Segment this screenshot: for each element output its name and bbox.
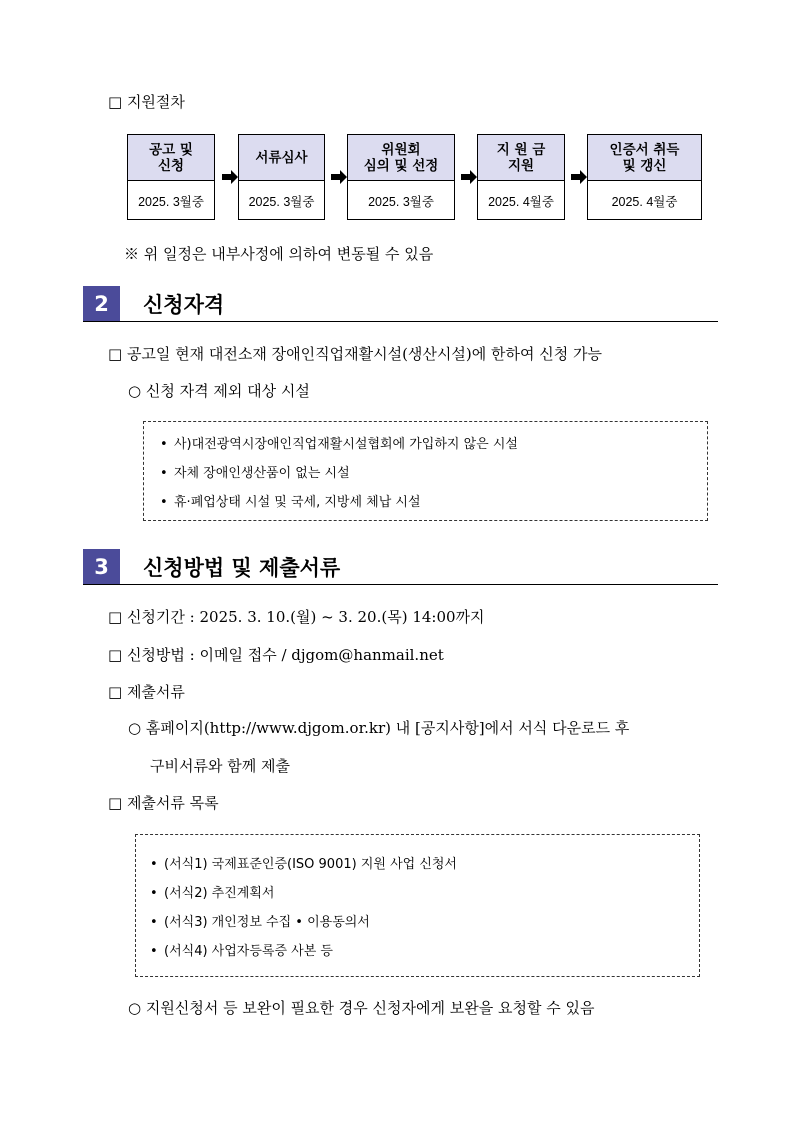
arrow-right-icon (222, 170, 238, 184)
application-period: □ 신청기간 : 2025. 3. 10.(월) ~ 3. 20.(목) 14:00까지 (108, 608, 485, 626)
flow-step-5-title: 인증서 취득 및 갱신 (588, 135, 701, 181)
documents-heading: □ 제출서류 (108, 683, 185, 701)
exclusion-item-2: • 자체 장애인생산품이 없는 시설 (160, 466, 350, 481)
schedule-note: ※ 위 일정은 내부사정에 의하여 변동될 수 있음 (124, 245, 434, 263)
arrow-right-icon (461, 170, 477, 184)
flow-step-2-title: 서류심사 (239, 135, 324, 181)
supplement-note: ○ 지원신청서 등 보완이 필요한 경우 신청자에게 보완을 요청할 수 있음 (128, 999, 595, 1017)
flow-step-2-date: 2025. 3월중 (248, 195, 315, 209)
section-3-title: 신청방법 및 제출서류 (143, 556, 341, 580)
flow-step-2 (238, 134, 325, 220)
section-3-number: 3 (83, 549, 120, 584)
eligibility-item: □ 공고일 현재 대전소재 장애인직업재활시설(생산시설)에 한하여 신청 가능 (108, 345, 602, 363)
flow-step-4 (477, 134, 565, 220)
flow-step-3-title: 위원회 심의 및 선정 (348, 135, 454, 181)
procedure-heading: □ 지원절차 (108, 93, 185, 111)
exclusion-item-3: • 휴·폐업상태 시설 및 국세, 지방세 체납 시설 (160, 495, 421, 510)
exclusion-heading: ○ 신청 자격 제외 대상 시설 (128, 382, 310, 400)
application-method: □ 신청방법 : 이메일 접수 / djgom@hanmail.net (108, 646, 444, 664)
flow-step-3-date: 2025. 3월중 (368, 195, 434, 209)
form-item-1: • (서식1) 국제표준인증(ISO 9001) 지원 사업 신청서 (150, 857, 457, 872)
flow-step-4-title: 지 원 금 지원 (478, 135, 564, 181)
section-2-rule (83, 321, 718, 322)
flow-step-5 (587, 134, 702, 220)
flow-step-1-title: 공고 및 신청 (128, 135, 214, 181)
flow-step-5-date: 2025. 4월중 (611, 195, 678, 209)
documents-instruction-line1: ○ 홈페이지(http://www.djgom.or.kr) 내 [공지사항]에서 서식 다운로드 후 (128, 719, 630, 737)
arrow-right-icon (331, 170, 347, 184)
form-item-2: • (서식2) 추진계획서 (150, 886, 275, 901)
documents-list-heading: □ 제출서류 목록 (108, 794, 219, 812)
form-item-3: • (서식3) 개인정보 수집 • 이용동의서 (150, 915, 370, 930)
documents-instruction-line2: 구비서류와 함께 제출 (150, 757, 290, 775)
form-item-4: • (서식4) 사업자등록증 사본 등 (150, 944, 333, 959)
exclusion-item-1: • 사)대전광역시장애인직업재활시설협회에 가입하지 않은 시설 (160, 437, 518, 452)
section-2-number: 2 (83, 286, 120, 321)
flow-step-3 (347, 134, 455, 220)
flow-step-4-date: 2025. 4월중 (488, 195, 554, 209)
section-3-rule (83, 584, 718, 585)
arrow-right-icon (571, 170, 587, 184)
flow-step-1-date: 2025. 3월중 (138, 195, 204, 209)
section-2-title: 신청자격 (143, 293, 225, 317)
flow-step-1 (127, 134, 215, 220)
